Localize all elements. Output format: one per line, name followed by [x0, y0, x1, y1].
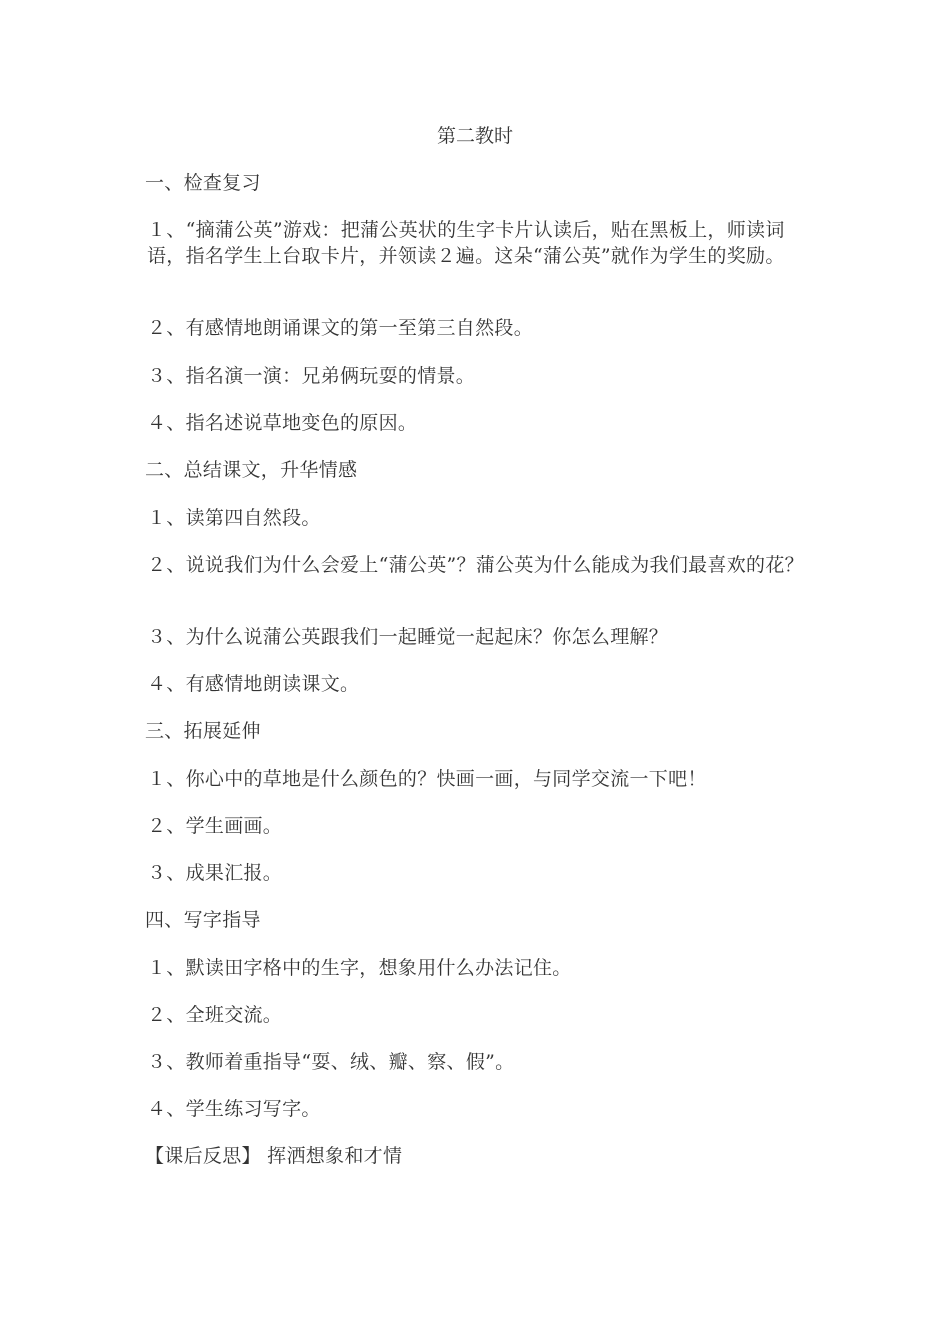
summary-item-2: ２、说说我们为什么会爱上“蒲公英”？蒲公英为什么能成为我们最喜欢的花？	[147, 554, 804, 576]
writing-item-4: ４、学生练习写字。	[147, 1098, 321, 1120]
extension-item-1: １、你心中的草地是什么颜色的？快画一画，与同学交流一下吧！	[147, 768, 707, 790]
review-item-4: ４、指名述说草地变色的原因。	[147, 412, 418, 434]
summary-item-4: ４、有感情地朗读课文。	[147, 673, 360, 695]
review-item-1: １、“摘蒲公英”游戏：把蒲公英状的生字卡片认读后，贴在黑板上，师读词语，指名学生上台取卡片，并领读２遍。这朵“蒲公英”就作为学生的奖励。	[147, 219, 785, 267]
section-heading-summary: 二、总结课文，升华情感	[145, 459, 358, 481]
summary-item-3: ３、为什么说蒲公英跟我们一起睡觉一起起床？你怎么理解？	[147, 626, 669, 648]
writing-item-3: ３、教师着重指导“耍、绒、瓣、察、假”。	[147, 1051, 515, 1073]
section-heading-review: 一、检查复习	[145, 172, 261, 194]
summary-item-1: １、读第四自然段。	[147, 507, 321, 529]
writing-item-2: ２、全班交流。	[147, 1004, 283, 1026]
review-item-2: ２、有感情地朗诵课文的第一至第三自然段。	[147, 317, 534, 339]
review-item-3: ３、指名演一演：兄弟俩玩耍的情景。	[147, 365, 476, 387]
reflection-heading: 【课后反思】 挥洒想象和才情	[145, 1145, 403, 1167]
extension-item-3: ３、成果汇报。	[147, 862, 283, 884]
section-heading-writing: 四、写字指导	[145, 909, 261, 931]
page-title: 第二教时	[436, 125, 513, 147]
section-heading-extension: 三、拓展延伸	[145, 720, 261, 742]
extension-item-2: ２、学生画画。	[147, 815, 283, 837]
writing-item-1: １、默读田字格中的生字，想象用什么办法记住。	[147, 957, 572, 979]
